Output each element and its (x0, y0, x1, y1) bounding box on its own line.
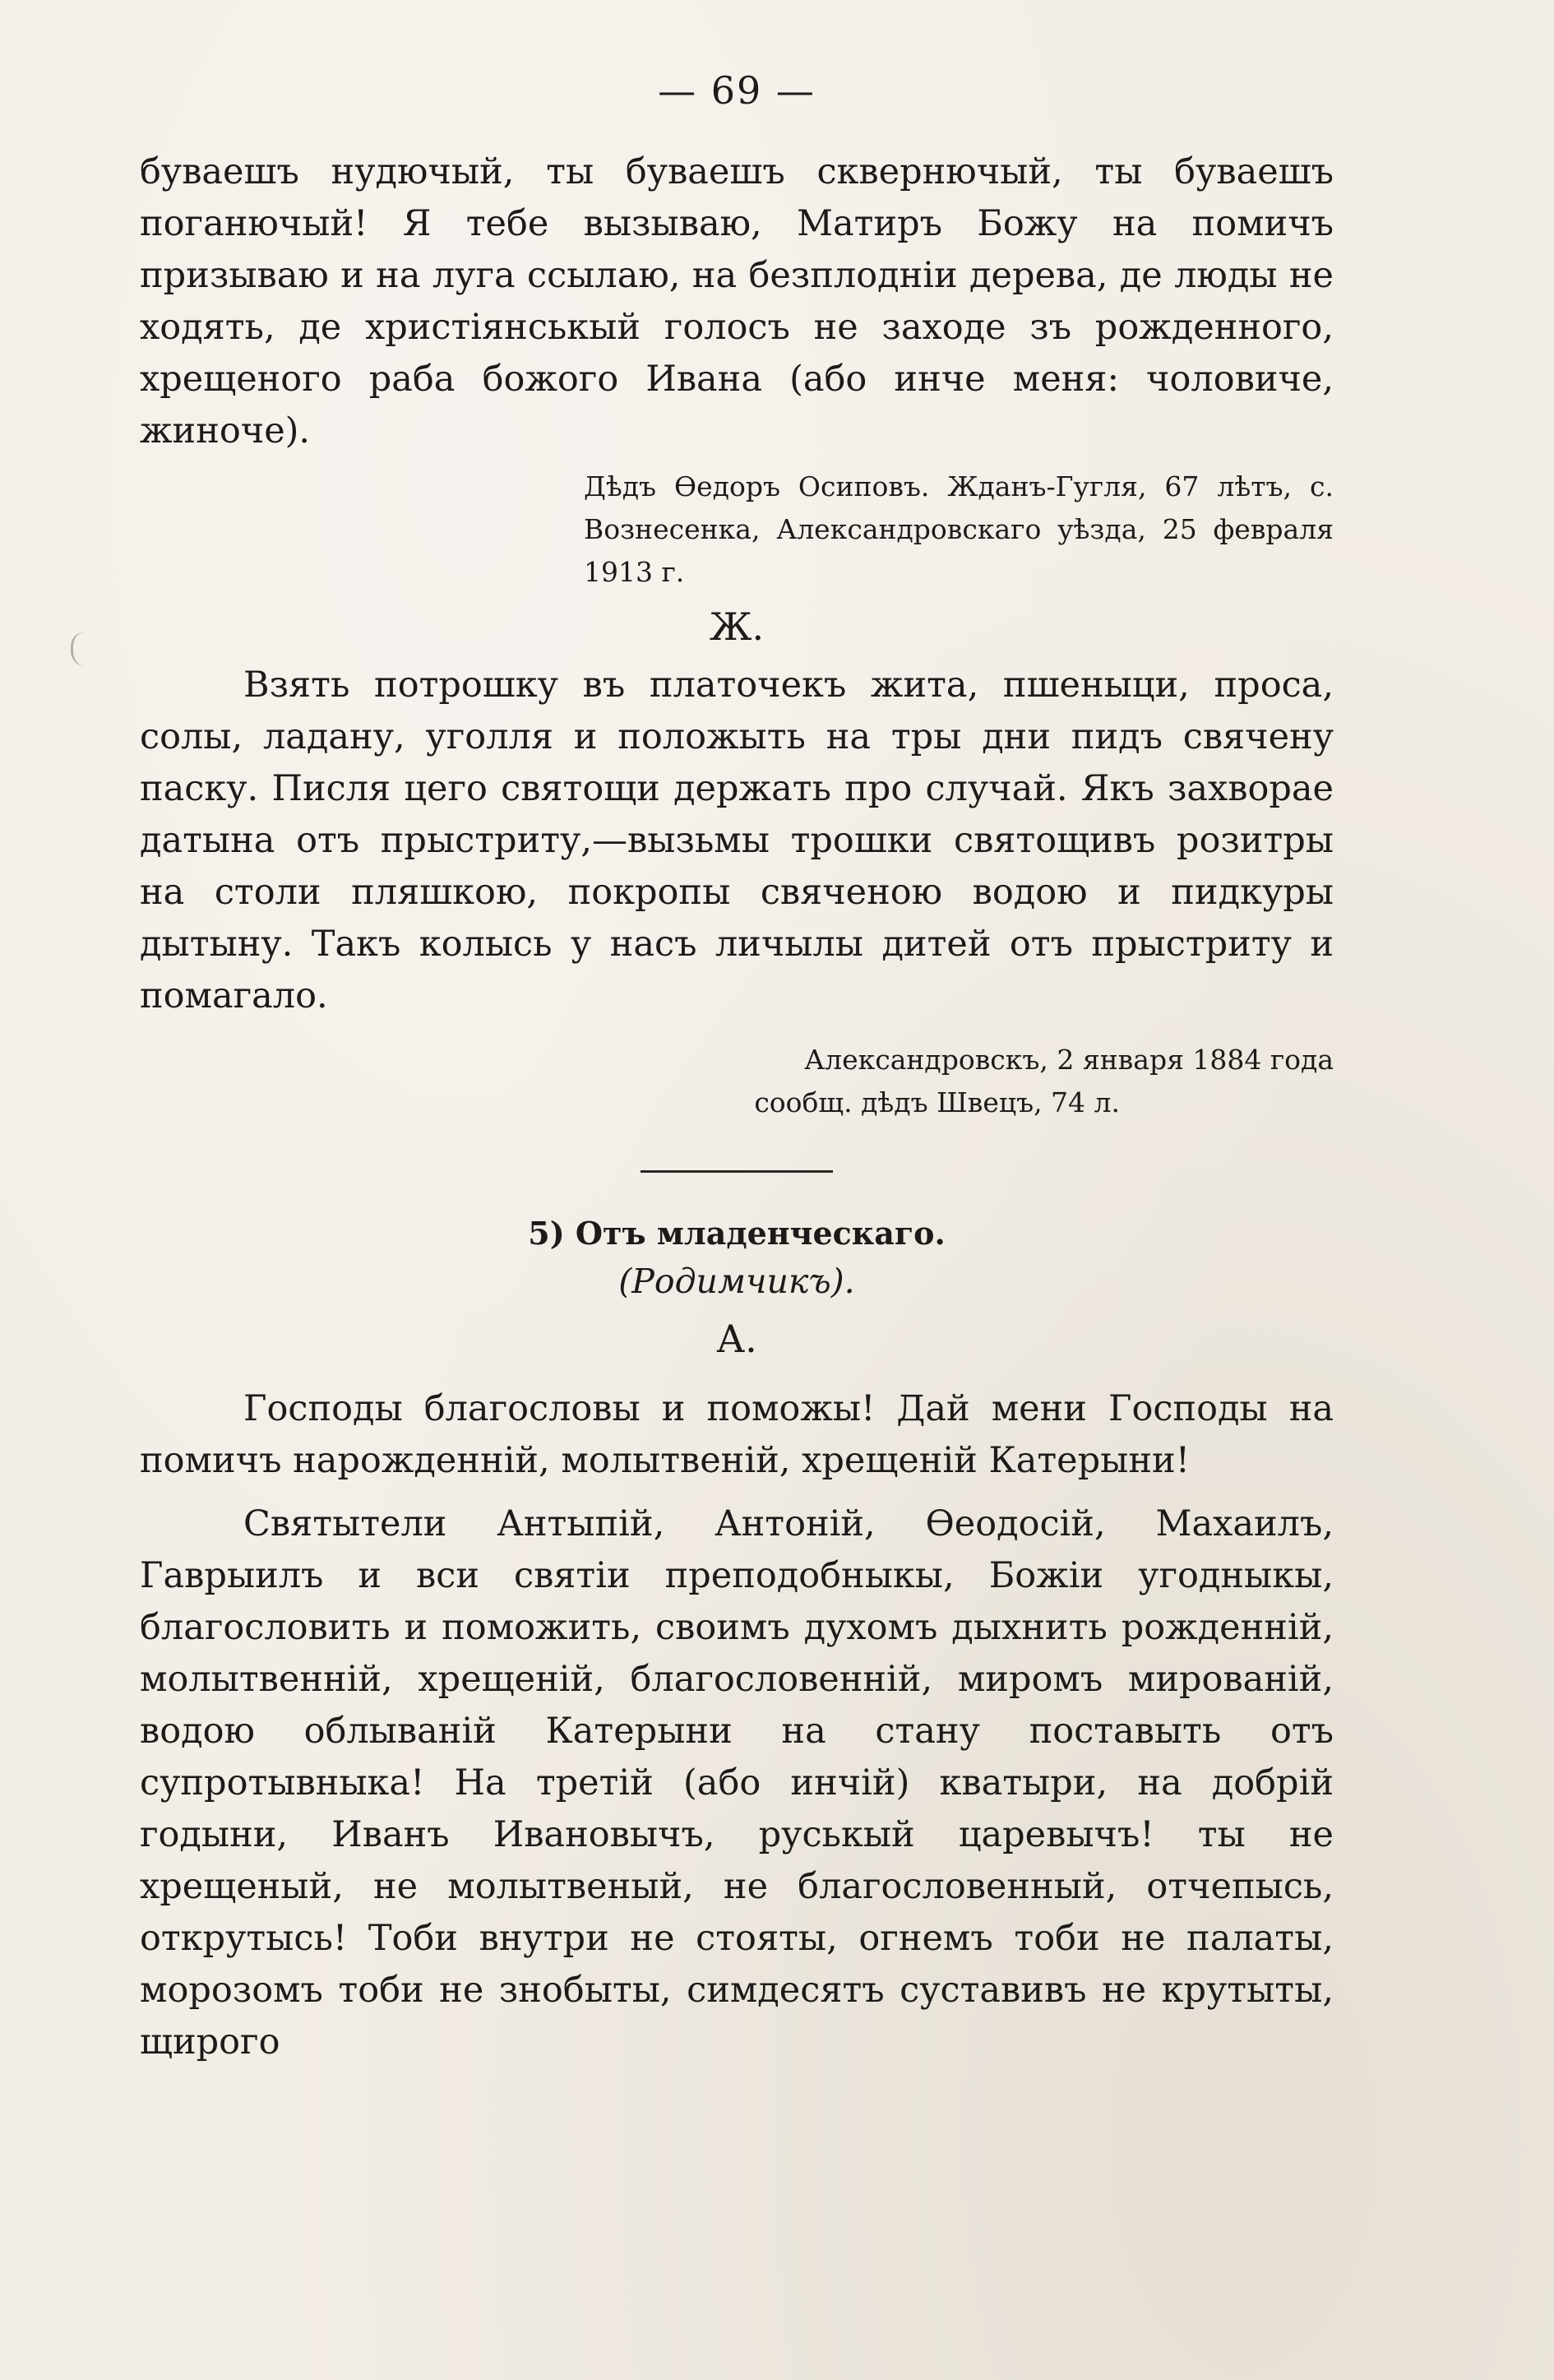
source-attribution-2-line2: сообщ. дѣдъ Швецъ, 74 л. (754, 1086, 1120, 1118)
page-number: — 69 — (658, 68, 816, 113)
paragraph-invocation: Господы благословы и поможы! Дай мени Господы на помичъ нарожденній, молытвеній, хрещеній Катерыни! (140, 1388, 1334, 1481)
section-heading: 5) Отъ младенческаго. (528, 1215, 946, 1252)
paragraph-remedy: Взять потрошку въ платочекъ жита, пшеныци, проса, солы, ладану, уголля и положыть на тры дни пидъ свячену паску. Писля цего святощи держать про случай. Якъ захворае датына отъ прыстриту,—вызьмы трошки святощивъ розитры на столи пляшкою, покропы свяченою водою и пидкуры дытыну. Такъ колысь у насъ личылы дитей отъ прыстриту и помагало. (140, 664, 1334, 1016)
paragraph-continuation: буваешъ нудючый, ты буваешъ сквернючый, ты буваешъ поганючый! Я тебе вызываю, Матиръ Божу на помичъ призываю и на луга ссылаю, на безплодніи дерева, де люды не ходять, де христіянськый голосъ не заходе зъ рожденного, хрещеного раба божого Ивана (або инче меня: чоловиче, жиноче). (140, 151, 1334, 451)
margin-mark (71, 632, 91, 666)
section-letter-zh: Ж. (709, 604, 765, 649)
section-letter-a: А. (716, 1317, 757, 1361)
source-attribution-1: Дѣдъ Ѳедоръ Осиповъ. Жданъ-Гугля, 67 лѣтъ, с. Вознесенка, Александровскаго уѣзда, 25 февраля 1913 г. (584, 470, 1334, 588)
section-divider (641, 1170, 833, 1173)
section-subheading: (Родимчикъ). (618, 1262, 855, 1301)
source-attribution-2-line1: Александровскъ, 2 января 1884 года (804, 1044, 1334, 1076)
paragraph-incantation: Святытели Антыпій, Антоній, Ѳеодосій, Махаилъ, Гаврыилъ и вси святіи преподобныкы, Божіи угодныкы, благословить и поможить, своимъ духомъ дыхнить рожденній, молытвенній, хрещеній, благословенній, миромъ мированій, водою облываній Катерыни на стану поставыть отъ супротывныка! На третій (або инчій) кватыри, на добрій годыни, Иванъ Ивановычъ, руськый царевычъ! ты не хрещеный, не молытвеный, не благословенный, отчепысь, открутысь! Тоби внутри не стояты, огнемъ тоби не палаты, морозомъ тоби не знобыты, симдесятъ суставивъ не крутыты, щирого (140, 1503, 1334, 2063)
